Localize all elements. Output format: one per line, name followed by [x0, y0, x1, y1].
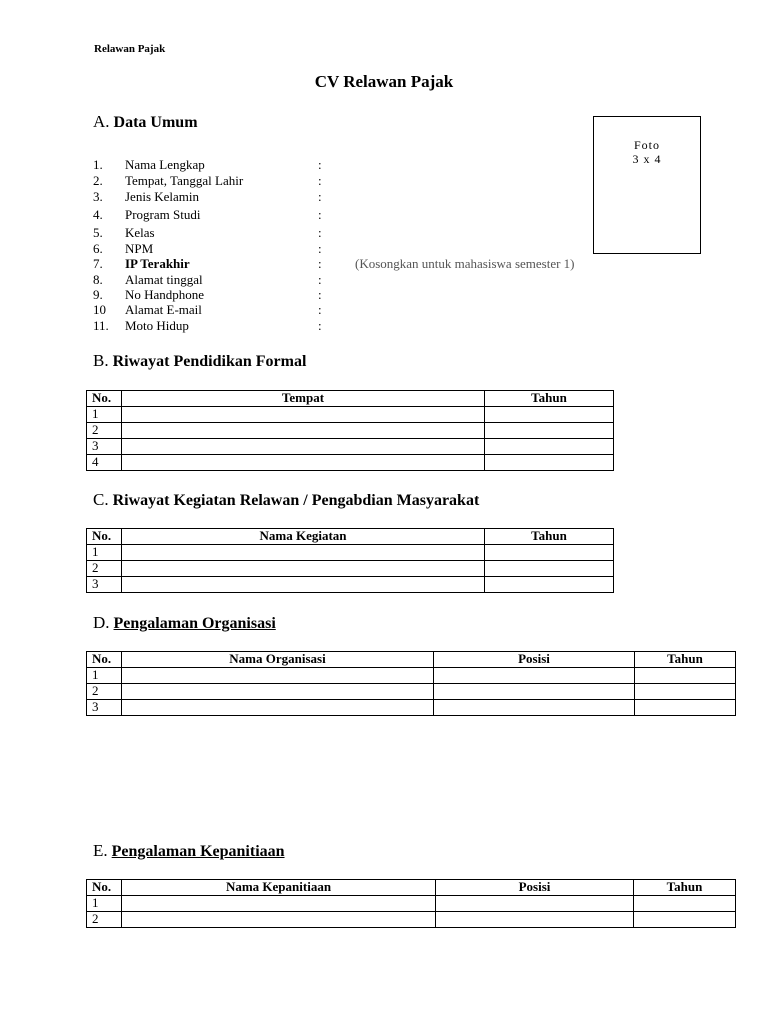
row-number-cell: 3 [87, 577, 122, 593]
empty-entry-cell[interactable] [122, 912, 436, 928]
empty-entry-cell[interactable] [122, 684, 434, 700]
row-number-cell: 2 [87, 561, 122, 577]
kegiatan-relawan-table [86, 528, 614, 593]
data-umum-number: 1. [93, 157, 103, 172]
section-e-letter: E. [93, 841, 108, 860]
section-d-heading [93, 613, 276, 633]
table-header-cell: Tempat [122, 391, 485, 407]
empty-entry-cell[interactable] [635, 700, 736, 716]
empty-entry-cell[interactable] [634, 912, 736, 928]
table-row [87, 912, 736, 928]
data-umum-label: Program Studi [125, 207, 201, 222]
section-a-letter: A. [93, 112, 110, 131]
data-umum-label: IP Terakhir [125, 256, 190, 271]
section-a-title: Data Umum [113, 114, 198, 131]
data-umum-colon: : [318, 272, 322, 287]
table-header-cell: Nama Kegiatan [122, 529, 485, 545]
empty-entry-cell[interactable] [436, 896, 634, 912]
table-row [87, 700, 736, 716]
data-umum-number: 6. [93, 241, 103, 256]
table-header-row [87, 880, 736, 896]
empty-entry-cell[interactable] [485, 455, 614, 471]
section-a-heading [93, 112, 198, 132]
table-header-cell: Tahun [634, 880, 736, 896]
data-umum-label: No Handphone [125, 287, 205, 302]
row-number-cell: 1 [87, 896, 122, 912]
section-e-heading [93, 841, 285, 861]
photo-placeholder [593, 116, 701, 254]
empty-entry-cell[interactable] [122, 668, 434, 684]
empty-entry-cell[interactable] [122, 700, 434, 716]
table-row [87, 423, 614, 439]
pengalaman-organisasi-table [86, 651, 736, 716]
data-umum-label: Jenis Kelamin [125, 189, 200, 204]
data-umum-colon: : [318, 256, 322, 271]
table-row [87, 407, 614, 423]
data-umum-colon: : [318, 225, 322, 240]
table-header-cell: Nama Kepanitiaan [122, 880, 436, 896]
section-d-title: Pengalaman Organisasi [113, 615, 276, 632]
table-row [87, 684, 736, 700]
section-d-letter: D. [93, 613, 110, 632]
table-header-cell: Tahun [485, 529, 614, 545]
empty-entry-cell[interactable] [634, 896, 736, 912]
data-umum-note: (Kosongkan untuk mahasiswa semester 1) [355, 256, 575, 271]
data-umum-colon: : [318, 318, 322, 333]
table-header-cell: Nama Organisasi [122, 652, 434, 668]
table-header-cell: Posisi [436, 880, 634, 896]
data-umum-colon: : [318, 189, 322, 204]
empty-entry-cell[interactable] [485, 545, 614, 561]
data-umum-colon: : [318, 157, 322, 172]
section-c-heading [93, 490, 479, 510]
row-number-cell: 4 [87, 455, 122, 471]
row-number-cell: 3 [87, 439, 122, 455]
data-umum-number: 4. [93, 207, 103, 222]
pengalaman-kepanitiaan-table [86, 879, 736, 928]
row-number-cell: 2 [87, 912, 122, 928]
data-umum-label: Moto Hidup [125, 318, 189, 333]
empty-entry-cell[interactable] [122, 439, 485, 455]
section-b-title: Riwayat Pendidikan Formal [112, 353, 307, 370]
data-umum-colon: : [318, 287, 322, 302]
row-number-cell: 3 [87, 700, 122, 716]
table-header-row [87, 391, 614, 407]
empty-entry-cell[interactable] [122, 407, 485, 423]
data-umum-colon: : [318, 173, 322, 188]
table-header-cell: No. [87, 880, 122, 896]
section-c-title: Riwayat Kegiatan Relawan / Pengabdian Masyarakat [112, 492, 480, 509]
data-umum-label: Alamat tinggal [125, 272, 203, 287]
data-umum-label: Tempat, Tanggal Lahir [125, 173, 244, 188]
table-header-cell: Tahun [635, 652, 736, 668]
data-umum-label: Kelas [125, 225, 155, 240]
empty-entry-cell[interactable] [436, 912, 634, 928]
pendidikan-formal-table [86, 390, 614, 471]
document-header-label: Relawan Pajak [94, 43, 166, 55]
table-header-cell: No. [87, 391, 122, 407]
photo-label: Foto [633, 138, 660, 152]
data-umum-label: NPM [125, 241, 154, 256]
section-e-title: Pengalaman Kepanitiaan [111, 843, 285, 860]
row-number-cell: 2 [87, 684, 122, 700]
empty-entry-cell[interactable] [122, 423, 485, 439]
empty-entry-cell[interactable] [485, 423, 614, 439]
empty-entry-cell[interactable] [434, 684, 635, 700]
table-header-cell: No. [87, 652, 122, 668]
data-umum-number: 3. [93, 189, 103, 204]
row-number-cell: 1 [87, 668, 122, 684]
empty-entry-cell[interactable] [485, 577, 614, 593]
empty-entry-cell[interactable] [122, 545, 485, 561]
table-row [87, 455, 614, 471]
empty-entry-cell[interactable] [434, 700, 635, 716]
table-row [87, 545, 614, 561]
table-header-cell: No. [87, 529, 122, 545]
data-umum-number: 7. [93, 256, 103, 271]
row-number-cell: 1 [87, 407, 122, 423]
data-umum-number: 2. [93, 173, 103, 188]
empty-entry-cell[interactable] [485, 439, 614, 455]
table-row [87, 561, 614, 577]
empty-entry-cell[interactable] [635, 684, 736, 700]
empty-entry-cell[interactable] [122, 896, 436, 912]
data-umum-colon: : [318, 207, 322, 222]
empty-entry-cell[interactable] [122, 577, 485, 593]
data-umum-label: Alamat E-mail [125, 302, 202, 317]
row-number-cell: 1 [87, 545, 122, 561]
table-header-row [87, 652, 736, 668]
empty-entry-cell[interactable] [485, 561, 614, 577]
data-umum-number: 5. [93, 225, 103, 240]
data-umum-number: 11. [93, 318, 109, 333]
empty-entry-cell[interactable] [485, 407, 614, 423]
section-b-heading [93, 351, 306, 371]
document-title: CV Relawan Pajak [314, 72, 454, 91]
row-number-cell: 2 [87, 423, 122, 439]
data-umum-number: 10 [93, 302, 106, 317]
data-umum-colon: : [318, 302, 322, 317]
section-c-letter: C. [93, 490, 109, 509]
data-umum-number: 8. [93, 272, 103, 287]
empty-entry-cell[interactable] [635, 668, 736, 684]
table-row [87, 439, 614, 455]
table-row [87, 668, 736, 684]
data-umum-number: 9. [93, 287, 103, 302]
table-header-row [87, 529, 614, 545]
table-row [87, 577, 614, 593]
data-umum-colon: : [318, 241, 322, 256]
section-b-letter: B. [93, 351, 109, 370]
photo-size-label: 3 x 4 [632, 152, 662, 166]
data-umum-label: Nama Lengkap [125, 157, 205, 172]
empty-entry-cell[interactable] [434, 668, 635, 684]
table-header-cell: Tahun [485, 391, 614, 407]
empty-entry-cell[interactable] [122, 561, 485, 577]
empty-entry-cell[interactable] [122, 455, 485, 471]
table-header-cell: Posisi [434, 652, 635, 668]
table-row [87, 896, 736, 912]
